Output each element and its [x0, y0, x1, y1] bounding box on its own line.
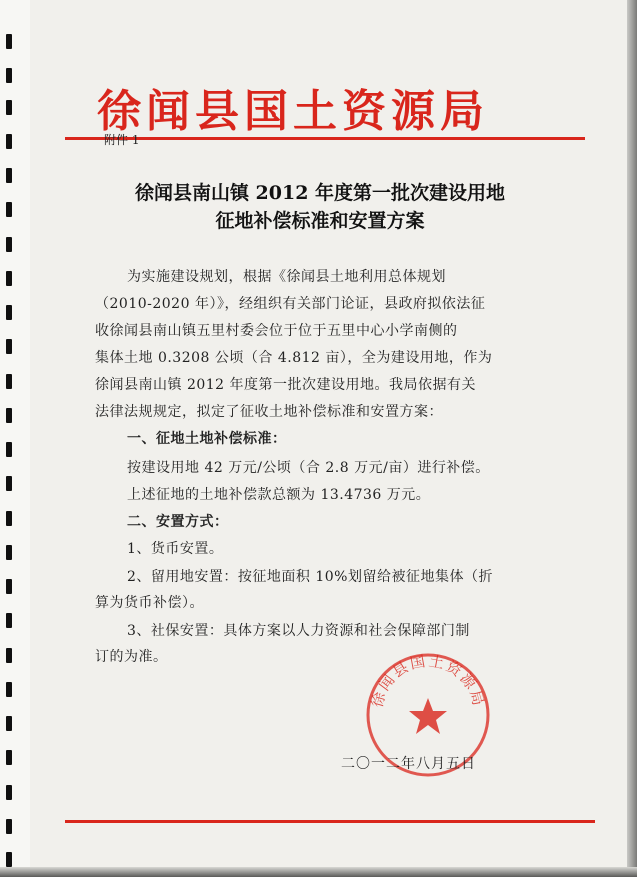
- list-item: 1、货币安置。: [127, 541, 224, 557]
- binding-hole: [6, 511, 12, 526]
- list-item: 3、社保安置：具体方案以人力资源和社会保障部门制: [127, 623, 470, 639]
- attachment-label: 附件 1: [104, 133, 140, 147]
- paragraph-line: 上述征地的土地补偿款总额为 13.4736 万元。: [127, 487, 431, 503]
- binding-hole: [6, 168, 12, 183]
- binding-hole: [6, 750, 12, 765]
- scan-edge-bottom: [0, 867, 637, 877]
- binding-hole: [6, 785, 12, 800]
- list-item: 2、留用地安置：按征地面积 10%划留给被征地集体（折: [127, 569, 493, 585]
- document-date: 二〇一二年八月五日: [341, 756, 476, 772]
- list-item-continuation: 算为货币补偿）。: [95, 595, 204, 611]
- binding-hole: [6, 545, 12, 560]
- paragraph-line: 法律法规规定，拟定了征收土地补偿标准和安置方案：: [95, 404, 443, 420]
- section-heading: 二、安置方式：: [127, 514, 229, 530]
- binding-hole: [6, 374, 12, 389]
- binding-hole: [6, 305, 12, 320]
- letterhead-title: 徐闻县国土资源局: [97, 86, 489, 137]
- binding-hole: [6, 339, 12, 354]
- paragraph-line: 徐闻县南山镇 2012 年度第一批次建设用地。我局依据有关: [95, 377, 477, 393]
- binding-hole: [6, 819, 12, 834]
- paragraph-line: 集体土地 0.3208 公顷（合 4.812 亩），全为建设用地，作为: [95, 350, 493, 366]
- binding-hole: [6, 613, 12, 628]
- binding-hole: [6, 648, 12, 663]
- binding-hole: [6, 682, 12, 697]
- section-heading: 一、征地土地补偿标准：: [127, 431, 287, 447]
- document-title-line1: 徐闻县南山镇 2012 年度第一批次建设用地: [134, 182, 506, 204]
- list-item-continuation: 订的为准。: [95, 649, 168, 665]
- binding-hole: [6, 852, 12, 867]
- binding-hole: [6, 408, 12, 423]
- binding-strip: [0, 0, 30, 877]
- binding-hole: [6, 716, 12, 731]
- binding-hole: [6, 34, 12, 49]
- binding-hole: [6, 237, 12, 252]
- seal-star-icon: [409, 698, 447, 734]
- binding-hole: [6, 100, 12, 115]
- binding-hole: [6, 476, 12, 491]
- binding-hole: [6, 271, 12, 286]
- paragraph-line: （2010-2020 年）》，经组织有关部门论证，县政府拟依法征: [95, 296, 486, 312]
- document-title-line2: 征地补偿标准和安置方案: [215, 210, 425, 232]
- binding-hole: [6, 579, 12, 594]
- scan-edge-right: [627, 0, 637, 877]
- binding-hole: [6, 134, 12, 149]
- paragraph-line: 按建设用地 42 万元/公顷（合 2.8 万元/亩）进行补偿。: [127, 460, 490, 476]
- paragraph-line: 收徐闻县南山镇五里村委会位于位于五里中心小学南侧的: [95, 323, 458, 339]
- binding-hole: [6, 442, 12, 457]
- paragraph-line: 为实施建设规划，根据《徐闻县土地利用总体规划: [127, 269, 446, 285]
- binding-hole: [6, 68, 12, 83]
- footer-rule: [65, 820, 595, 823]
- seal-text: 徐闻县国土资源局: [367, 651, 489, 710]
- letterhead-rule: [65, 137, 585, 140]
- binding-hole: [6, 202, 12, 217]
